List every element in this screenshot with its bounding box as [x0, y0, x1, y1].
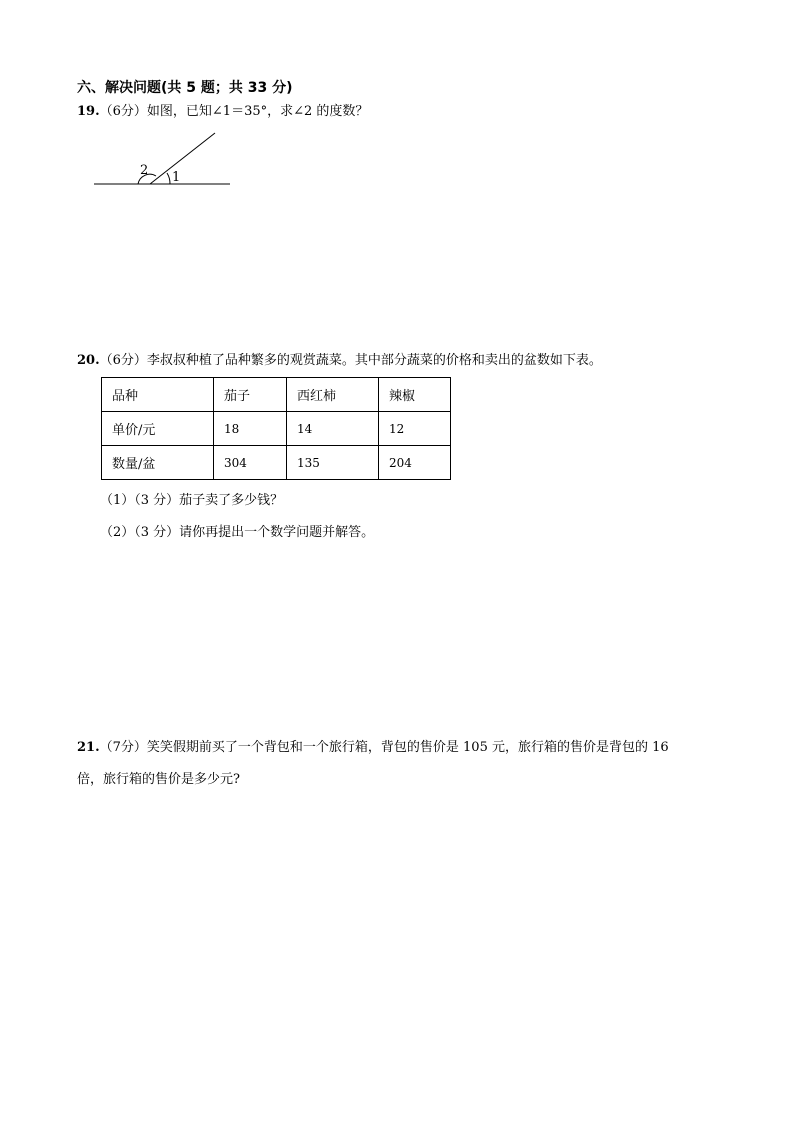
table-row — [102, 446, 451, 480]
question-number: 21. — [77, 740, 100, 755]
question-text: 李叔叔种植了品种繁多的观赏蔬菜。其中部分蔬菜的价格和卖出的盆数如下表。 — [146, 353, 602, 368]
table-row — [102, 412, 451, 446]
question-number: 20. — [77, 353, 100, 368]
ray-line — [150, 133, 215, 184]
question-text: 如图，已知∠1＝35°，求∠2 的度数？ — [146, 104, 369, 119]
question-21 — [77, 737, 669, 759]
question-points: （6分） — [99, 353, 147, 368]
question-text-line-1: 笑笑假期前买了一个背包和一个旅行箱，背包的售价是 105 元，旅行箱的售价是背包的 16 — [146, 740, 669, 755]
question-21-line-2: 倍，旅行箱的售价是多少元? — [77, 772, 240, 787]
table-cell: 204 — [379, 446, 451, 480]
angle-1-label: 1 — [172, 170, 181, 185]
sub-question-2: （2）（3 分）请你再提出一个数学问题并解答。 — [100, 525, 375, 540]
section-title: 六、解决问题(共 5 题；共 33 分) — [77, 80, 293, 96]
table-cell: 茄子 — [214, 378, 287, 412]
question-number: 19. — [77, 104, 100, 119]
sub-question-1: （1）（3 分）茄子卖了多少钱？ — [100, 493, 284, 508]
table-cell: 辣椒 — [379, 378, 451, 412]
table-row — [102, 378, 451, 412]
table-cell: 14 — [287, 412, 379, 446]
question-points: （7分） — [99, 740, 147, 755]
table-cell: 18 — [214, 412, 287, 446]
table-cell: 304 — [214, 446, 287, 480]
table-cell: 12 — [379, 412, 451, 446]
table-cell: 数量/盆 — [102, 446, 214, 480]
table-cell: 西红柿 — [287, 378, 379, 412]
question-19 — [77, 101, 368, 123]
vegetable-table — [101, 377, 451, 480]
angle-1-arc — [167, 173, 170, 184]
question-20 — [77, 350, 602, 372]
question-points: （6分） — [99, 104, 147, 119]
angle-figure — [90, 128, 235, 190]
table-cell: 品种 — [102, 378, 214, 412]
table-cell: 单价/元 — [102, 412, 214, 446]
table-cell: 135 — [287, 446, 379, 480]
angle-2-label: 2 — [140, 163, 149, 178]
